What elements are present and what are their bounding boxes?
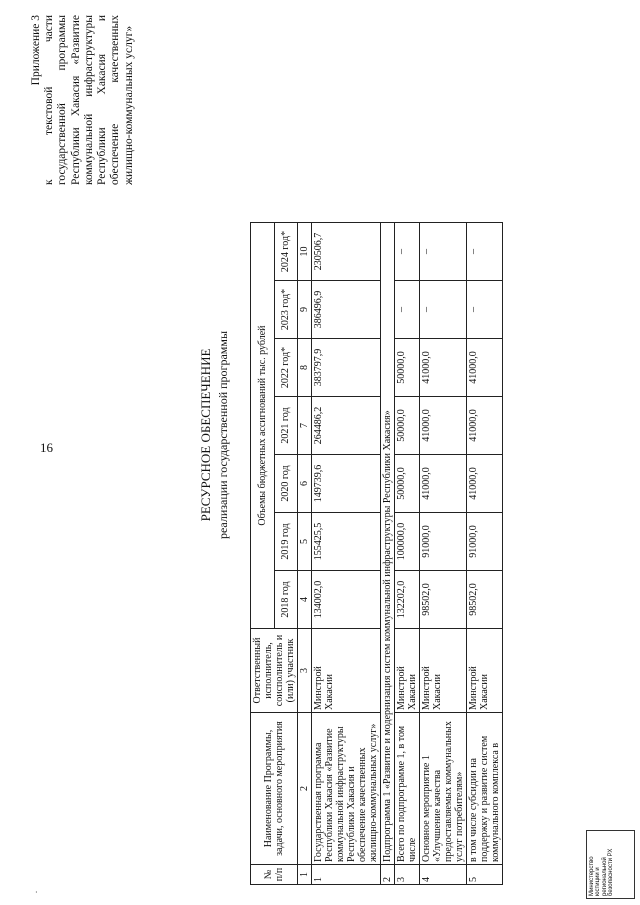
table-row [395, 223, 420, 885]
resource-table [250, 222, 503, 885]
row-name: в том числе субсидии на поддержку и развитие систем коммунального комплекса в [467, 713, 503, 865]
header-name: Наименование Программы, задачи, основного мероприятия [251, 713, 298, 865]
header-year: 2019 год [274, 513, 298, 571]
header-year: 2022 год* [274, 339, 298, 397]
column-number: 6 [298, 455, 312, 513]
row-value: – [467, 281, 503, 339]
row-value: 98502,0 [467, 571, 503, 629]
registration-stamp [586, 830, 635, 899]
column-number: 3 [298, 629, 312, 713]
row-value: 50000,0 [395, 397, 420, 455]
row-number: 1 [312, 865, 381, 885]
table-row [312, 223, 381, 885]
row-value: – [420, 223, 467, 281]
row-value: – [395, 223, 420, 281]
row-value: 41000,0 [420, 397, 467, 455]
row-name: Государственная программа Республики Хакасия «Развитие коммунальной инфраструктуры Республики Хакасия и обеспечение качественных жилищно-коммунальных услуг» [312, 713, 381, 865]
column-number: 10 [298, 223, 312, 281]
stamp-text: Министерство юстиции и региональной безопасности РХ [589, 848, 614, 896]
header-year: 2020 год [274, 455, 298, 513]
row-value: 149739,6 [312, 455, 381, 513]
header-row-1 [251, 223, 275, 885]
column-number: 8 [298, 339, 312, 397]
header-volumes: Объемы бюджетных ассигнований тыс. рублей [251, 223, 275, 629]
column-number: 4 [298, 571, 312, 629]
column-number: 5 [298, 513, 312, 571]
table-row [420, 223, 467, 885]
row-value: 91000,0 [420, 513, 467, 571]
row-value: 41000,0 [467, 455, 503, 513]
row-number: 2 [381, 865, 395, 885]
row-number: 3 [395, 865, 420, 885]
appendix-title: Приложение 3 [30, 15, 42, 86]
row-executor: Минстрой Хакасии [312, 629, 381, 713]
row-value: 155425,5 [312, 513, 381, 571]
row-value: 230506,7 [312, 223, 381, 281]
column-number: 1 [298, 865, 312, 885]
row-value: 98502,0 [420, 571, 467, 629]
scan-mark: · [35, 888, 38, 897]
row-value: 41000,0 [467, 339, 503, 397]
appendix-note [30, 15, 136, 185]
document-title: РЕСУРСНОЕ ОБЕСПЕЧЕНИЕ [198, 348, 213, 522]
row-executor: Минстрой Хакасии [395, 629, 420, 713]
row-value: 50000,0 [395, 339, 420, 397]
row-value: 91000,0 [467, 513, 503, 571]
subprogram-row [381, 223, 395, 885]
header-num: № п/п [251, 865, 298, 885]
row-value: 383797,9 [312, 339, 381, 397]
table-row [467, 223, 503, 885]
row-value: 41000,0 [467, 397, 503, 455]
page-number: 16 [40, 440, 53, 455]
appendix-text: к текстовой части государственной программы Республики Хакасия «Развитие коммунальной инфраструктуры Республики Хакасия и обеспечение качественных жилищно-коммунальных услуг» [43, 15, 135, 185]
header-executor: Ответственный исполнитель, соисполнитель и (или) участник [251, 629, 298, 713]
row-value: 134002,0 [312, 571, 381, 629]
row-number: 5 [467, 865, 503, 885]
column-number-row [298, 223, 312, 885]
header-year: 2018 год [274, 571, 298, 629]
row-value: 41000,0 [420, 455, 467, 513]
row-number: 4 [420, 865, 467, 885]
column-number: 2 [298, 713, 312, 865]
header-year: 2024 год* [274, 223, 298, 281]
row-executor: Минстрой Хакасии [420, 629, 467, 713]
header-year: 2021 год [274, 397, 298, 455]
row-value: 41000,0 [420, 339, 467, 397]
row-name: Основное мероприятие 1 «Улучшение качества предоставляемых коммунальных услуг потребителям» [420, 713, 467, 865]
header-year: 2023 год* [274, 281, 298, 339]
row-executor: Минстрой Хакасии [467, 629, 503, 713]
column-number: 7 [298, 397, 312, 455]
document-heading [198, 5, 231, 865]
row-value: 100000,0 [395, 513, 420, 571]
row-name: Всего по подпрограмме 1, в том числе [395, 713, 420, 865]
document-subtitle: реализации государственной программы [216, 330, 230, 540]
subprogram-title: Подпрограмма 1 «Развитие и модернизация систем коммунальной инфраструктуры Республики Хакасия» [381, 223, 395, 865]
row-value: 132202,0 [395, 571, 420, 629]
column-number: 9 [298, 281, 312, 339]
row-value: – [420, 281, 467, 339]
row-value: 50000,0 [395, 455, 420, 513]
row-value: 264486,2 [312, 397, 381, 455]
row-value: 386496,9 [312, 281, 381, 339]
row-value: – [395, 281, 420, 339]
row-value: – [467, 223, 503, 281]
